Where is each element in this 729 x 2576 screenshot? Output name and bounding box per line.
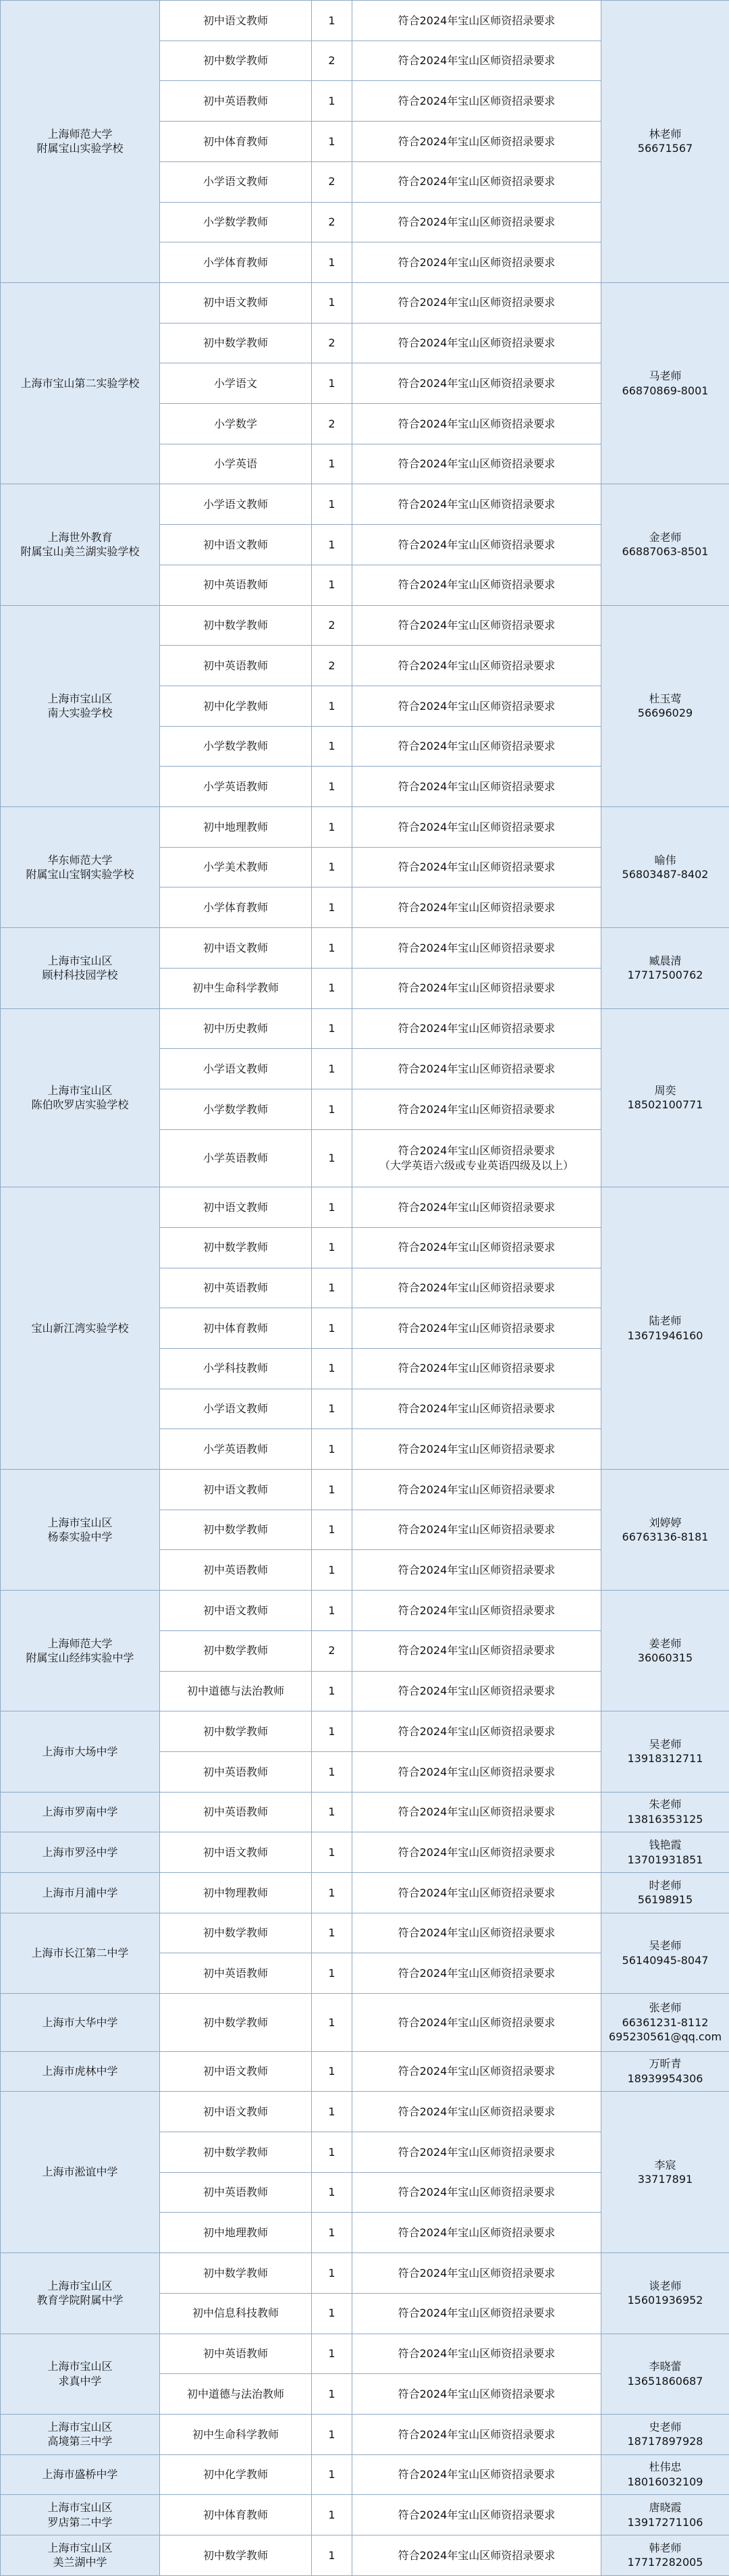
requirement-cell: 符合2024年宝山区师资招录要求: [352, 1049, 601, 1089]
headcount-cell: 1: [312, 242, 352, 283]
position-cell: 小学体育教师: [160, 242, 312, 283]
position-cell: 初中数学教师: [160, 2535, 312, 2576]
requirement-cell: 符合2024年宝山区师资招录要求: [352, 1751, 601, 1792]
position-cell: 初中英语教师: [160, 1268, 312, 1308]
contact-cell: 钱艳霞 13701931851: [601, 1832, 729, 1873]
headcount-cell: 1: [312, 81, 352, 122]
table-row: [1, 282, 729, 323]
school-name: 上海市宝山区 杨泰实验中学: [1, 1470, 160, 1591]
requirement-cell: 符合2024年宝山区师资招录要求: [352, 122, 601, 162]
headcount-cell: 1: [312, 887, 352, 928]
contact-cell: 唐晓霞 13917271106: [601, 2495, 729, 2535]
requirement-cell: 符合2024年宝山区师资招录要求: [352, 2293, 601, 2334]
school-name: 上海市宝山区 罗店第二中学: [1, 2495, 160, 2535]
requirement-cell: 符合2024年宝山区师资招录要求: [352, 81, 601, 122]
school-name: 上海市宝山区 陈伯吹罗店实验学校: [1, 1008, 160, 1187]
requirement-cell: 符合2024年宝山区师资招录要求: [352, 1630, 601, 1671]
position-cell: 初中历史教师: [160, 1008, 312, 1049]
position-cell: 初中英语教师: [160, 1953, 312, 1994]
position-cell: 小学语文: [160, 363, 312, 404]
school-name: 上海市淞谊中学: [1, 2092, 160, 2253]
requirement-cell: 符合2024年宝山区师资招录要求: [352, 1953, 601, 1994]
requirement-cell: 符合2024年宝山区师资招录要求: [352, 847, 601, 887]
requirement-cell: 符合2024年宝山区师资招录要求: [352, 242, 601, 283]
position-cell: 初中数学教师: [160, 1630, 312, 1671]
headcount-cell: 1: [312, 363, 352, 404]
headcount-cell: 1: [312, 2213, 352, 2253]
headcount-cell: 2: [312, 646, 352, 686]
school-name: 上海市宝山区 顾村科技园学校: [1, 928, 160, 1008]
position-cell: 初中语文教师: [160, 928, 312, 969]
requirement-cell: 符合2024年宝山区师资招录要求: [352, 1089, 601, 1129]
requirement-cell: 符合2024年宝山区师资招录要求: [352, 2495, 601, 2535]
school-name: 上海市罗南中学: [1, 1792, 160, 1832]
headcount-cell: 1: [312, 2495, 352, 2535]
headcount-cell: 1: [312, 122, 352, 162]
table-row: [1, 2253, 729, 2294]
headcount-cell: 1: [312, 726, 352, 767]
requirement-cell: 符合2024年宝山区师资招录要求: [352, 2172, 601, 2213]
headcount-cell: 1: [312, 1308, 352, 1349]
headcount-cell: 1: [312, 2293, 352, 2334]
school-name: 上海市宝山区 美兰湖中学: [1, 2535, 160, 2576]
position-cell: 初中数学教师: [160, 1510, 312, 1550]
headcount-cell: 1: [312, 807, 352, 848]
position-cell: 小学语文教师: [160, 161, 312, 202]
headcount-cell: 1: [312, 1470, 352, 1510]
requirement-cell: 符合2024年宝山区师资招录要求: [352, 2374, 601, 2415]
headcount-cell: 1: [312, 2454, 352, 2495]
table-row: [1, 2495, 729, 2535]
requirement-cell: 符合2024年宝山区师资招录要求: [352, 525, 601, 565]
contact-cell: 杜玉莺 56696029: [601, 605, 729, 807]
headcount-cell: 1: [312, 444, 352, 484]
requirement-cell: 符合2024年宝山区师资招录要求: [352, 1550, 601, 1591]
table-row: [1, 2092, 729, 2132]
table-row: [1, 1008, 729, 1049]
contact-cell: 吴老师 56140945-8047: [601, 1913, 729, 1993]
requirement-cell: 符合2024年宝山区师资招录要求: [352, 807, 601, 848]
headcount-cell: 1: [312, 686, 352, 726]
school-name: 上海市盛桥中学: [1, 2454, 160, 2495]
headcount-cell: 1: [312, 2414, 352, 2454]
position-cell: 初中物理教师: [160, 1873, 312, 1913]
table-row: [1, 1187, 729, 1228]
position-cell: 小学语文教师: [160, 484, 312, 525]
table-row: [1, 807, 729, 848]
contact-cell: 万昕青 18939954306: [601, 2051, 729, 2092]
requirement-cell: 符合2024年宝山区师资招录要求: [352, 41, 601, 81]
contact-cell: 马老师 66870869-8001: [601, 282, 729, 484]
position-cell: 初中语文教师: [160, 1, 312, 41]
requirement-cell: 符合2024年宝山区师资招录要求: [352, 928, 601, 969]
position-cell: 初中英语教师: [160, 1792, 312, 1832]
headcount-cell: 1: [312, 1832, 352, 1873]
headcount-cell: 1: [312, 928, 352, 969]
headcount-cell: 1: [312, 1, 352, 41]
headcount-cell: 1: [312, 1913, 352, 1953]
headcount-cell: 2: [312, 323, 352, 363]
table-row: [1, 1, 729, 41]
contact-cell: 姜老师 36060315: [601, 1591, 729, 1711]
headcount-cell: 1: [312, 2051, 352, 2092]
headcount-cell: 2: [312, 161, 352, 202]
position-cell: 初中语文教师: [160, 2051, 312, 2092]
headcount-cell: 1: [312, 2334, 352, 2374]
contact-cell: 朱老师 13816353125: [601, 1792, 729, 1832]
table-row: [1, 2454, 729, 2495]
contact-cell: 林老师 56671567: [601, 1, 729, 283]
contact-cell: 张老师 66361231-8112 695230561@qq.com: [601, 1994, 729, 2051]
contact-cell: 周奕 18502100771: [601, 1008, 729, 1187]
requirement-cell: 符合2024年宝山区师资招录要求: [352, 2414, 601, 2454]
position-cell: 初中信息科技教师: [160, 2293, 312, 2334]
position-cell: 初中生命科学教师: [160, 2414, 312, 2454]
position-cell: 小学语文教师: [160, 1389, 312, 1429]
headcount-cell: 1: [312, 282, 352, 323]
position-cell: 初中数学教师: [160, 605, 312, 646]
contact-cell: 喻伟 56803487-8402: [601, 807, 729, 928]
position-cell: 小学数学教师: [160, 726, 312, 767]
requirement-cell: 符合2024年宝山区师资招录要求: [352, 686, 601, 726]
position-cell: 初中数学教师: [160, 1994, 312, 2051]
table-row: [1, 1792, 729, 1832]
position-cell: 初中英语教师: [160, 1550, 312, 1591]
requirement-cell: 符合2024年宝山区师资招录要求: [352, 202, 601, 242]
school-name: 上海市宝山第二实验学校: [1, 282, 160, 484]
position-cell: 初中语文教师: [160, 1470, 312, 1510]
headcount-cell: 1: [312, 1129, 352, 1187]
table-row: [1, 1994, 729, 2051]
headcount-cell: 1: [312, 1994, 352, 2051]
headcount-cell: 1: [312, 1671, 352, 1711]
requirement-cell: 符合2024年宝山区师资招录要求: [352, 1671, 601, 1711]
requirement-cell: 符合2024年宝山区师资招录要求: [352, 404, 601, 444]
headcount-cell: 1: [312, 1227, 352, 1268]
headcount-cell: 2: [312, 404, 352, 444]
headcount-cell: 1: [312, 525, 352, 565]
requirement-cell: 符合2024年宝山区师资招录要求: [352, 1591, 601, 1631]
position-cell: 初中数学教师: [160, 41, 312, 81]
position-cell: 小学语文教师: [160, 1049, 312, 1089]
requirement-cell: 符合2024年宝山区师资招录要求: [352, 767, 601, 807]
school-name: 上海世外教育 附属宝山美兰湖实验学校: [1, 484, 160, 605]
contact-cell: 臧晨清 17717500762: [601, 928, 729, 1008]
requirement-cell: 符合2024年宝山区师资招录要求: [352, 2092, 601, 2132]
position-cell: 初中数学教师: [160, 1227, 312, 1268]
headcount-cell: 2: [312, 605, 352, 646]
recruitment-table-body: [1, 1, 729, 2576]
requirement-cell: 符合2024年宝山区师资招录要求: [352, 323, 601, 363]
position-cell: 初中数学教师: [160, 2132, 312, 2173]
position-cell: 初中数学教师: [160, 2253, 312, 2294]
school-name: 上海市宝山区 南大实验学校: [1, 605, 160, 807]
headcount-cell: 2: [312, 41, 352, 81]
school-name: 上海市罗泾中学: [1, 1832, 160, 1873]
position-cell: 小学科技教师: [160, 1348, 312, 1389]
contact-cell: 刘婷婷 66763136-8181: [601, 1470, 729, 1591]
requirement-cell: 符合2024年宝山区师资招录要求: [352, 1008, 601, 1049]
headcount-cell: 1: [312, 1953, 352, 1994]
requirement-cell: 符合2024年宝山区师资招录要求: [352, 161, 601, 202]
position-cell: 初中体育教师: [160, 1308, 312, 1349]
headcount-cell: 1: [312, 2374, 352, 2415]
position-cell: 初中化学教师: [160, 2454, 312, 2495]
table-row: [1, 928, 729, 969]
requirement-cell: 符合2024年宝山区师资招录要求 （大学英语六级或专业英语四级及以上）: [352, 1129, 601, 1187]
position-cell: 初中语文教师: [160, 1187, 312, 1228]
requirement-cell: 符合2024年宝山区师资招录要求: [352, 2051, 601, 2092]
position-cell: 小学数学教师: [160, 202, 312, 242]
headcount-cell: 1: [312, 2092, 352, 2132]
requirement-cell: 符合2024年宝山区师资招录要求: [352, 1832, 601, 1873]
position-cell: 初中语文教师: [160, 525, 312, 565]
table-row: [1, 2334, 729, 2374]
position-cell: 初中地理教师: [160, 2213, 312, 2253]
school-name: 上海市宝山区 高境第三中学: [1, 2414, 160, 2454]
school-name: 宝山新江湾实验学校: [1, 1187, 160, 1470]
requirement-cell: 符合2024年宝山区师资招录要求: [352, 887, 601, 928]
position-cell: 初中语文教师: [160, 1591, 312, 1631]
requirement-cell: 符合2024年宝山区师资招录要求: [352, 1913, 601, 1953]
headcount-cell: 1: [312, 1268, 352, 1308]
requirement-cell: 符合2024年宝山区师资招录要求: [352, 2253, 601, 2294]
position-cell: 小学数学教师: [160, 1089, 312, 1129]
position-cell: 初中数学教师: [160, 323, 312, 363]
school-name: 华东师范大学 附属宝山宝钢实验学校: [1, 807, 160, 928]
requirement-cell: 符合2024年宝山区师资招录要求: [352, 1187, 601, 1228]
requirement-cell: 符合2024年宝山区师资招录要求: [352, 1308, 601, 1349]
requirement-cell: 符合2024年宝山区师资招录要求: [352, 2334, 601, 2374]
headcount-cell: 1: [312, 1429, 352, 1470]
position-cell: 初中生命科学教师: [160, 968, 312, 1008]
headcount-cell: 1: [312, 1348, 352, 1389]
position-cell: 初中体育教师: [160, 2495, 312, 2535]
headcount-cell: 1: [312, 565, 352, 605]
position-cell: 初中英语教师: [160, 2172, 312, 2213]
position-cell: 初中语文教师: [160, 1832, 312, 1873]
requirement-cell: 符合2024年宝山区师资招录要求: [352, 1510, 601, 1550]
requirement-cell: 符合2024年宝山区师资招录要求: [352, 1792, 601, 1832]
position-cell: 小学英语: [160, 444, 312, 484]
position-cell: 初中道德与法治教师: [160, 1671, 312, 1711]
contact-cell: 金老师 66887063-8501: [601, 484, 729, 605]
position-cell: 初中化学教师: [160, 686, 312, 726]
headcount-cell: 1: [312, 1711, 352, 1752]
school-name: 上海市长江第二中学: [1, 1913, 160, 1993]
position-cell: 初中地理教师: [160, 807, 312, 848]
table-row: [1, 2414, 729, 2454]
requirement-cell: 符合2024年宝山区师资招录要求: [352, 1389, 601, 1429]
requirement-cell: 符合2024年宝山区师资招录要求: [352, 1994, 601, 2051]
headcount-cell: 1: [312, 2535, 352, 2576]
contact-cell: 谈老师 15601936952: [601, 2253, 729, 2334]
school-name: 上海市大华中学: [1, 1994, 160, 2051]
requirement-cell: 符合2024年宝山区师资招录要求: [352, 1429, 601, 1470]
headcount-cell: 1: [312, 847, 352, 887]
contact-cell: 杜伟忠 18016032109: [601, 2454, 729, 2495]
position-cell: 初中英语教师: [160, 565, 312, 605]
position-cell: 初中英语教师: [160, 646, 312, 686]
contact-cell: 李宸 33717891: [601, 2092, 729, 2253]
headcount-cell: 1: [312, 1792, 352, 1832]
school-name: 上海师范大学 附属宝山经纬实验中学: [1, 1591, 160, 1711]
headcount-cell: 1: [312, 767, 352, 807]
headcount-cell: 1: [312, 2253, 352, 2294]
table-row: [1, 1711, 729, 1752]
position-cell: 小学美术教师: [160, 847, 312, 887]
school-name: 上海市宝山区 教育学院附属中学: [1, 2253, 160, 2334]
school-name: 上海市虎林中学: [1, 2051, 160, 2092]
headcount-cell: 1: [312, 1751, 352, 1792]
requirement-cell: 符合2024年宝山区师资招录要求: [352, 646, 601, 686]
table-row: [1, 1470, 729, 1510]
position-cell: 小学英语教师: [160, 1129, 312, 1187]
school-name: 上海市大场中学: [1, 1711, 160, 1792]
headcount-cell: 1: [312, 1049, 352, 1089]
requirement-cell: 符合2024年宝山区师资招录要求: [352, 444, 601, 484]
headcount-cell: 1: [312, 484, 352, 525]
table-row: [1, 1591, 729, 1631]
school-name: 上海市宝山区 求真中学: [1, 2334, 160, 2414]
position-cell: 小学数学: [160, 404, 312, 444]
table-row: [1, 2535, 729, 2576]
contact-cell: 李晓蕾 13651860687: [601, 2334, 729, 2414]
table-row: [1, 484, 729, 525]
headcount-cell: 1: [312, 1591, 352, 1631]
position-cell: 小学体育教师: [160, 887, 312, 928]
requirement-cell: 符合2024年宝山区师资招录要求: [352, 2454, 601, 2495]
requirement-cell: 符合2024年宝山区师资招录要求: [352, 1227, 601, 1268]
position-cell: 初中道德与法治教师: [160, 2374, 312, 2415]
requirement-cell: 符合2024年宝山区师资招录要求: [352, 1711, 601, 1752]
requirement-cell: 符合2024年宝山区师资招录要求: [352, 726, 601, 767]
requirement-cell: 符合2024年宝山区师资招录要求: [352, 1470, 601, 1510]
requirement-cell: 符合2024年宝山区师资招录要求: [352, 484, 601, 525]
headcount-cell: 1: [312, 1089, 352, 1129]
requirement-cell: 符合2024年宝山区师资招录要求: [352, 282, 601, 323]
requirement-cell: 符合2024年宝山区师资招录要求: [352, 1268, 601, 1308]
position-cell: 初中语文教师: [160, 2092, 312, 2132]
table-row: [1, 1873, 729, 1913]
headcount-cell: 1: [312, 1008, 352, 1049]
headcount-cell: 1: [312, 968, 352, 1008]
contact-cell: 吴老师 13918312711: [601, 1711, 729, 1792]
requirement-cell: 符合2024年宝山区师资招录要求: [352, 1, 601, 41]
table-row: [1, 2051, 729, 2092]
contact-cell: 陆老师 13671946160: [601, 1187, 729, 1470]
headcount-cell: 1: [312, 1510, 352, 1550]
position-cell: 初中数学教师: [160, 1711, 312, 1752]
requirement-cell: 符合2024年宝山区师资招录要求: [352, 363, 601, 404]
position-cell: 小学英语教师: [160, 1429, 312, 1470]
school-name: 上海师范大学 附属宝山实验学校: [1, 1, 160, 283]
table-row: [1, 1913, 729, 1953]
position-cell: 初中数学教师: [160, 1913, 312, 1953]
contact-cell: 韩老师 17717282005: [601, 2535, 729, 2576]
position-cell: 初中英语教师: [160, 1751, 312, 1792]
position-cell: 初中英语教师: [160, 2334, 312, 2374]
requirement-cell: 符合2024年宝山区师资招录要求: [352, 2132, 601, 2173]
table-row: [1, 605, 729, 646]
requirement-cell: 符合2024年宝山区师资招录要求: [352, 1348, 601, 1389]
requirement-cell: 符合2024年宝山区师资招录要求: [352, 2535, 601, 2576]
headcount-cell: 2: [312, 1630, 352, 1671]
headcount-cell: 1: [312, 1873, 352, 1913]
requirement-cell: 符合2024年宝山区师资招录要求: [352, 565, 601, 605]
headcount-cell: 2: [312, 202, 352, 242]
position-cell: 初中英语教师: [160, 81, 312, 122]
position-cell: 初中语文教师: [160, 282, 312, 323]
school-name: 上海市月浦中学: [1, 1873, 160, 1913]
headcount-cell: 1: [312, 1389, 352, 1429]
requirement-cell: 符合2024年宝山区师资招录要求: [352, 1873, 601, 1913]
position-cell: 小学英语教师: [160, 767, 312, 807]
requirement-cell: 符合2024年宝山区师资招录要求: [352, 605, 601, 646]
table-row: [1, 1832, 729, 1873]
requirement-cell: 符合2024年宝山区师资招录要求: [352, 2213, 601, 2253]
contact-cell: 史老师 18717897928: [601, 2414, 729, 2454]
headcount-cell: 1: [312, 1550, 352, 1591]
contact-cell: 时老师 56198915: [601, 1873, 729, 1913]
position-cell: 初中体育教师: [160, 122, 312, 162]
headcount-cell: 1: [312, 2172, 352, 2213]
headcount-cell: 1: [312, 1187, 352, 1228]
headcount-cell: 1: [312, 2132, 352, 2173]
requirement-cell: 符合2024年宝山区师资招录要求: [352, 968, 601, 1008]
